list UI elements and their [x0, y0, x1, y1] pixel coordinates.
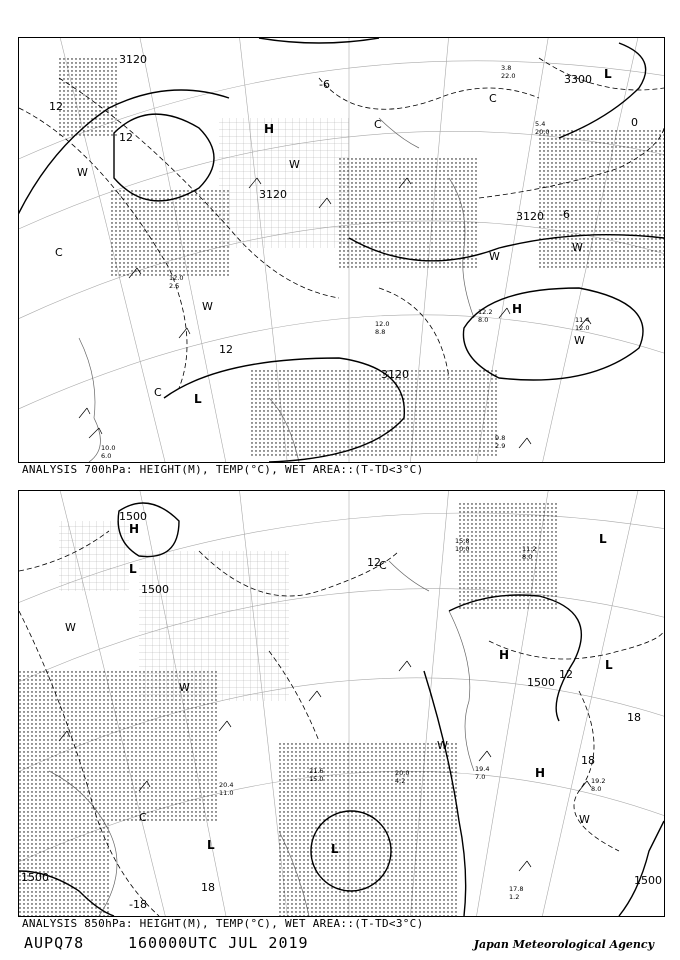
cold-marker: C: [379, 559, 387, 572]
low-marker: L: [331, 842, 339, 856]
analysis-850hpa-map: [18, 490, 665, 917]
high-marker: H: [535, 766, 546, 780]
height-label: 1500: [634, 874, 662, 887]
warm-marker: W: [579, 813, 590, 826]
height-label: 1500: [21, 871, 49, 884]
warm-marker: W: [489, 250, 500, 263]
height-label: 1500: [527, 676, 555, 689]
high-marker: H: [129, 522, 140, 536]
high-marker: H: [264, 122, 275, 136]
station-temp: 10.0: [101, 444, 116, 452]
height-label: 3120: [259, 188, 287, 201]
analysis-700hpa-map: [18, 37, 665, 463]
station-temp: 12.0: [169, 274, 184, 282]
station-dewpoint-depression: 8.0: [591, 785, 602, 793]
temp-label: 12: [367, 556, 381, 569]
low-marker: L: [599, 532, 607, 546]
temp-label: -18: [129, 898, 147, 911]
temp-label: 12: [559, 668, 573, 681]
high-marker: H: [499, 648, 510, 662]
station-dewpoint-depression: 10.0: [455, 545, 470, 553]
station-temp: 20.4: [219, 781, 234, 789]
station-temp: 5.4: [535, 120, 546, 128]
warm-marker: W: [572, 241, 583, 254]
temp-label: 18: [581, 754, 595, 767]
chart-code: AUPQ78: [24, 934, 85, 952]
station-dewpoint-depression: 8.0: [522, 553, 533, 561]
caption-850hpa: ANALYSIS 850hPa: HEIGHT(M), TEMP(°C), WET AREA::(T-TD<3°C): [22, 917, 424, 930]
station-temp: 3.8: [501, 64, 512, 72]
height-label: 1500: [141, 583, 169, 596]
caption-700hpa: ANALYSIS 700hPa: HEIGHT(M), TEMP(°C), WET AREA::(T-TD<3°C): [22, 463, 424, 476]
station-dewpoint-depression: 1.2: [509, 893, 520, 901]
cold-marker: C: [55, 246, 63, 259]
temp-label: 18: [201, 881, 215, 894]
temp-label: -6: [319, 78, 330, 91]
station-dewpoint-depression: 12.0: [575, 324, 590, 332]
station-temp: 19.4: [475, 765, 490, 773]
temp-label: 12: [219, 343, 233, 356]
height-label: 3120: [381, 368, 409, 381]
station-dewpoint-depression: 6.0: [101, 452, 112, 460]
low-marker: L: [207, 838, 215, 852]
map-850hpa: [19, 491, 664, 916]
station-temp: 9.8: [495, 434, 506, 442]
map-700hpa: [19, 38, 664, 462]
temp-label: 18: [627, 711, 641, 724]
station-dewpoint-depression: 8.8: [375, 328, 386, 336]
agency-name: Japan Meteorological Agency: [473, 938, 654, 951]
station-dewpoint-depression: 2.9: [495, 442, 506, 450]
valid-time: 160000UTC JUL 2019: [128, 934, 309, 952]
station-temp: 15.8: [455, 537, 470, 545]
station-dewpoint-depression: 11.0: [219, 789, 234, 797]
cold-marker: C: [154, 386, 162, 399]
station-temp: 17.8: [509, 885, 524, 893]
station-temp: 12.2: [478, 308, 493, 316]
low-marker: L: [129, 562, 137, 576]
temp-label: 12: [49, 100, 63, 113]
station-temp: 12.0: [375, 320, 390, 328]
low-marker: L: [194, 392, 202, 406]
warm-marker: W: [202, 300, 213, 313]
temp-label: 0: [631, 116, 638, 129]
station-dewpoint-depression: 4.2: [395, 777, 406, 785]
warm-marker: W: [77, 166, 88, 179]
station-temp: 11.2: [522, 545, 537, 553]
station-dewpoint-depression: 15.0: [309, 775, 324, 783]
low-marker: L: [605, 658, 613, 672]
warm-marker: W: [574, 334, 585, 347]
temp-label: 12: [119, 131, 133, 144]
warm-marker: W: [65, 621, 76, 634]
station-temp: 20.0: [395, 769, 410, 777]
high-marker: H: [512, 302, 523, 316]
station-temp: 11.4: [575, 316, 590, 324]
warm-marker: W: [437, 739, 448, 752]
station-dewpoint-depression: 7.0: [475, 773, 486, 781]
wet-areas: [59, 58, 664, 458]
warm-marker: W: [179, 681, 190, 694]
station-dewpoint-depression: 2.5: [169, 282, 180, 290]
cold-marker: C: [489, 92, 497, 105]
cold-marker: C: [374, 118, 382, 131]
low-marker: L: [604, 67, 612, 81]
station-temp: 21.6: [309, 767, 324, 775]
station-temp: 19.2: [591, 777, 606, 785]
temp-label: -6: [559, 208, 570, 221]
height-label: 3120: [516, 210, 544, 223]
station-dewpoint-depression: 20.0: [535, 128, 550, 136]
height-label: 3120: [119, 53, 147, 66]
height-label: 3300: [564, 73, 592, 86]
warm-marker: W: [289, 158, 300, 171]
station-dewpoint-depression: 22.0: [501, 72, 516, 80]
height-label: 1500: [119, 510, 147, 523]
cold-marker: C: [139, 811, 147, 824]
station-dewpoint-depression: 8.0: [478, 316, 489, 324]
wet-areas: [19, 501, 559, 916]
